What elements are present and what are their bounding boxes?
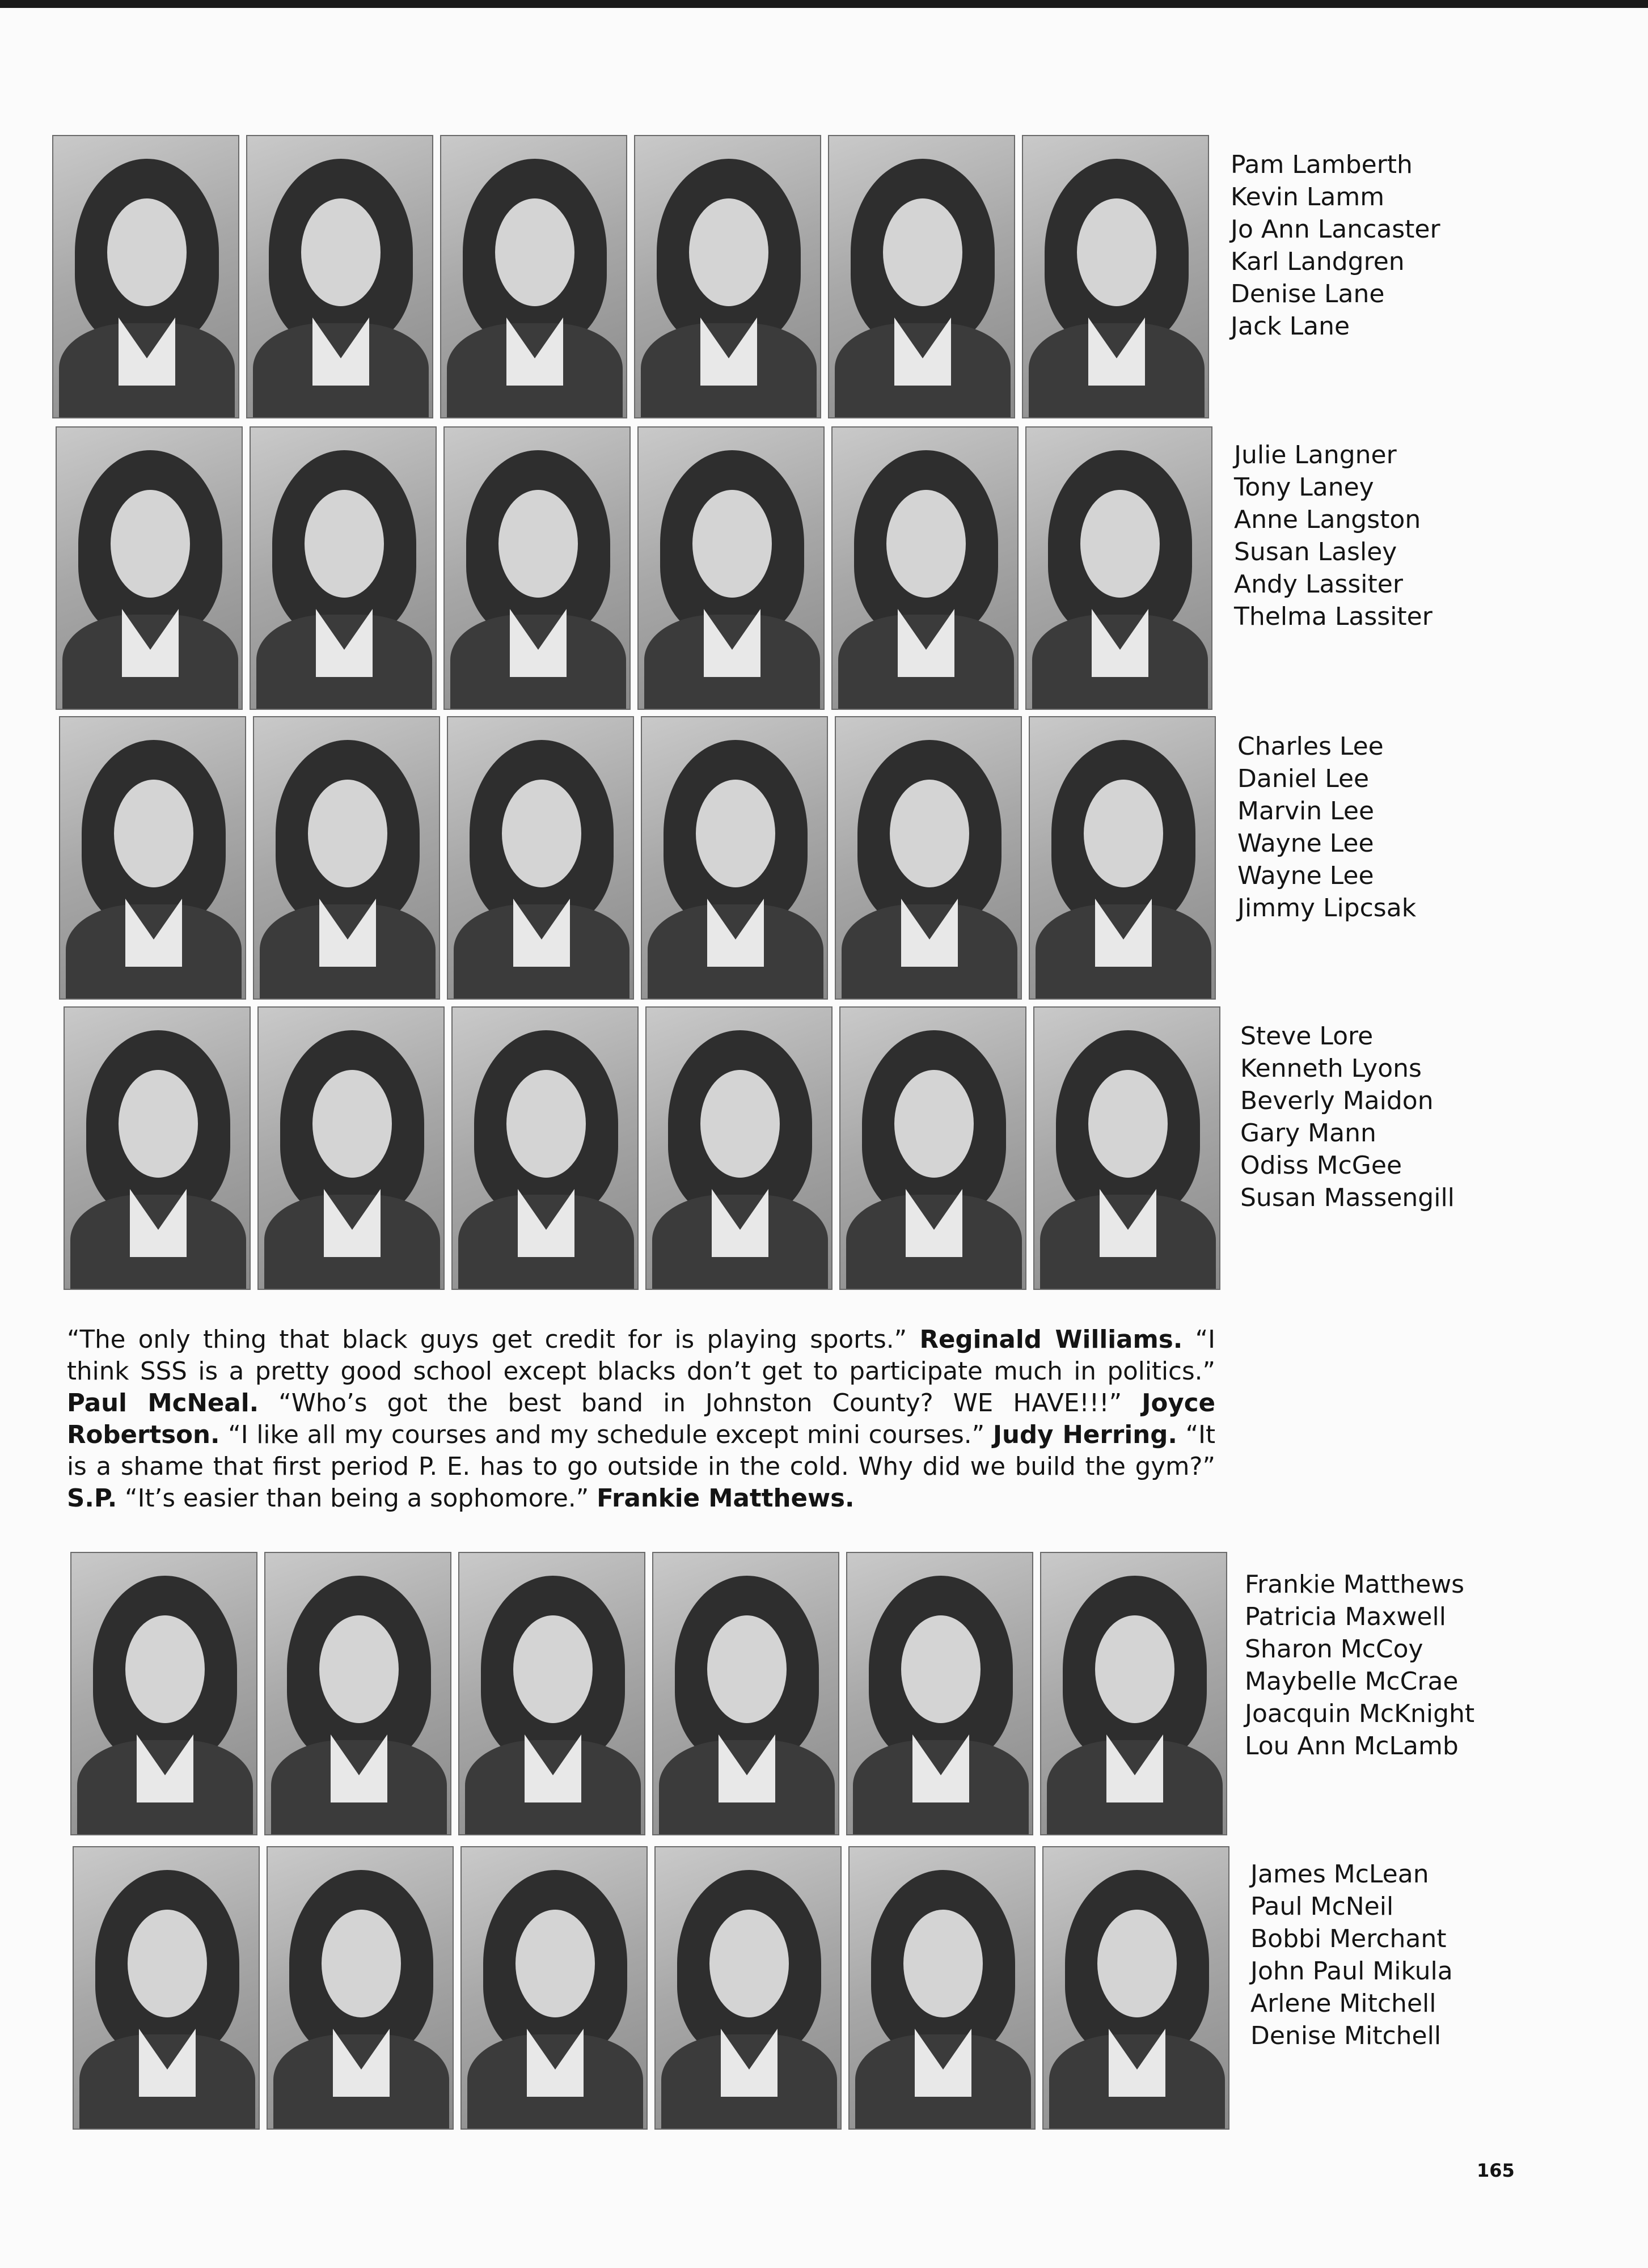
student-name: Frankie Matthews	[1245, 1570, 1465, 1599]
student-name: Jimmy Lipcsak	[1237, 894, 1417, 923]
student-name: Anne Langston	[1234, 505, 1421, 534]
portrait-photo	[831, 426, 1019, 710]
quote-text: “I think SSS is a pretty good school except blacks don’t get to participate much in politics.”	[67, 1326, 1216, 1386]
portrait-photo	[257, 1006, 445, 1290]
photo-row	[56, 426, 1219, 710]
portrait-photo	[64, 1006, 251, 1290]
portrait-photo	[440, 135, 627, 418]
portrait-photo	[460, 1846, 648, 2130]
name-list	[1245, 1568, 1483, 1762]
portrait-photo	[70, 1552, 257, 1835]
name-list	[1231, 149, 1469, 342]
portrait-photo	[447, 716, 634, 1000]
student-name: John Paul Mikula	[1250, 1957, 1453, 1986]
portrait-photo	[846, 1552, 1033, 1835]
student-name: Daniel Lee	[1237, 764, 1370, 793]
student-name: Arlene Mitchell	[1250, 1989, 1436, 2018]
student-name: Wayne Lee	[1237, 861, 1374, 890]
student-name: Wayne Lee	[1237, 829, 1374, 858]
portrait-photo	[848, 1846, 1036, 2130]
portrait-photo	[1040, 1552, 1227, 1835]
quote-text: “I like all my courses and my schedule except mini courses.”	[228, 1421, 985, 1449]
student-name: Andy Lassiter	[1234, 570, 1403, 599]
student-name: Paul McNeil	[1250, 1892, 1394, 1921]
portrait-photo	[59, 716, 246, 1000]
student-name: Lou Ann McLamb	[1245, 1732, 1459, 1761]
quote-author: Judy Herring.	[992, 1421, 1177, 1449]
student-name: Jack Lane	[1231, 312, 1350, 341]
portrait-photo	[1029, 716, 1216, 1000]
student-name: Susan Massengill	[1240, 1183, 1455, 1212]
student-name: Odiss McGee	[1240, 1151, 1402, 1180]
student-name: Sharon McCoy	[1245, 1635, 1423, 1664]
student-name: Thelma Lassiter	[1234, 602, 1433, 631]
quote-author: Frankie Matthews.	[597, 1484, 855, 1513]
student-name: Marvin Lee	[1237, 797, 1375, 826]
photo-row	[73, 1846, 1236, 2130]
photo-row	[59, 716, 1223, 1000]
photo-row	[52, 135, 1216, 418]
student-name: Denise Lane	[1231, 280, 1385, 308]
quote-author: Reginald Williams.	[919, 1326, 1183, 1354]
quote-author: S.P.	[67, 1484, 117, 1513]
quotes-caption	[67, 1324, 1215, 1514]
quote-text: “It’s easier than being a sophomore.”	[125, 1484, 589, 1513]
student-name: Denise Mitchell	[1250, 2021, 1442, 2050]
name-list	[1237, 730, 1476, 924]
portrait-photo	[1033, 1006, 1220, 1290]
student-name: Karl Landgren	[1231, 247, 1405, 276]
portrait-photo	[443, 426, 631, 710]
name-list	[1234, 439, 1472, 633]
portrait-photo	[52, 135, 239, 418]
portrait-photo	[264, 1552, 451, 1835]
student-name: Bobbi Merchant	[1250, 1924, 1447, 1953]
portrait-photo	[654, 1846, 842, 2130]
portrait-photo	[1022, 135, 1209, 418]
quote-text: “Who’s got the best band in Johnston County? WE HAVE!!!”	[278, 1389, 1122, 1417]
portrait-photo	[56, 426, 243, 710]
student-name: Beverly Maidon	[1240, 1086, 1434, 1115]
portrait-photo	[641, 716, 828, 1000]
student-name: Maybelle McCrae	[1245, 1667, 1459, 1696]
quote-text: “The only thing that black guys get credit for is playing sports.”	[67, 1326, 907, 1354]
portrait-photo	[839, 1006, 1026, 1290]
photo-row	[64, 1006, 1227, 1290]
quote-author: Paul McNeal.	[67, 1389, 259, 1417]
student-name: Steve Lore	[1240, 1022, 1374, 1051]
student-name: Julie Langner	[1234, 441, 1397, 469]
portrait-photo	[1042, 1846, 1229, 2130]
student-name: Charles Lee	[1237, 732, 1384, 761]
portrait-photo	[645, 1006, 833, 1290]
photo-row	[70, 1552, 1234, 1835]
quote-author: Joyce Robertson.	[67, 1389, 1216, 1449]
portrait-photo	[637, 426, 825, 710]
student-name: Gary Mann	[1240, 1119, 1376, 1148]
quote-text: “It is a shame that first period P. E. has to go outside in the cold. Why did we build the gym?”	[67, 1421, 1216, 1481]
student-name: Patricia Maxwell	[1245, 1602, 1446, 1631]
portrait-photo	[267, 1846, 454, 2130]
portrait-photo	[835, 716, 1022, 1000]
portrait-photo	[250, 426, 437, 710]
student-name: Jo Ann Lancaster	[1231, 215, 1440, 244]
portrait-photo	[1025, 426, 1212, 710]
student-name: Tony Laney	[1234, 473, 1374, 502]
student-name: Kenneth Lyons	[1240, 1054, 1422, 1083]
portrait-photo	[451, 1006, 639, 1290]
student-name: Joacquin McKnight	[1245, 1699, 1475, 1728]
portrait-photo	[652, 1552, 839, 1835]
student-name: James McLean	[1250, 1860, 1429, 1889]
portrait-photo	[73, 1846, 260, 2130]
portrait-photo	[246, 135, 433, 418]
portrait-photo	[634, 135, 821, 418]
student-name: Pam Lamberth	[1231, 150, 1413, 179]
page-number: 165	[1477, 2160, 1515, 2181]
student-name: Kevin Lamm	[1231, 183, 1385, 211]
student-name: Susan Lasley	[1234, 538, 1397, 566]
portrait-photo	[828, 135, 1015, 418]
name-list	[1250, 1858, 1489, 2052]
portrait-photo	[458, 1552, 645, 1835]
name-list	[1240, 1020, 1478, 1214]
portrait-photo	[253, 716, 440, 1000]
top-edge-shadow	[0, 0, 1648, 8]
